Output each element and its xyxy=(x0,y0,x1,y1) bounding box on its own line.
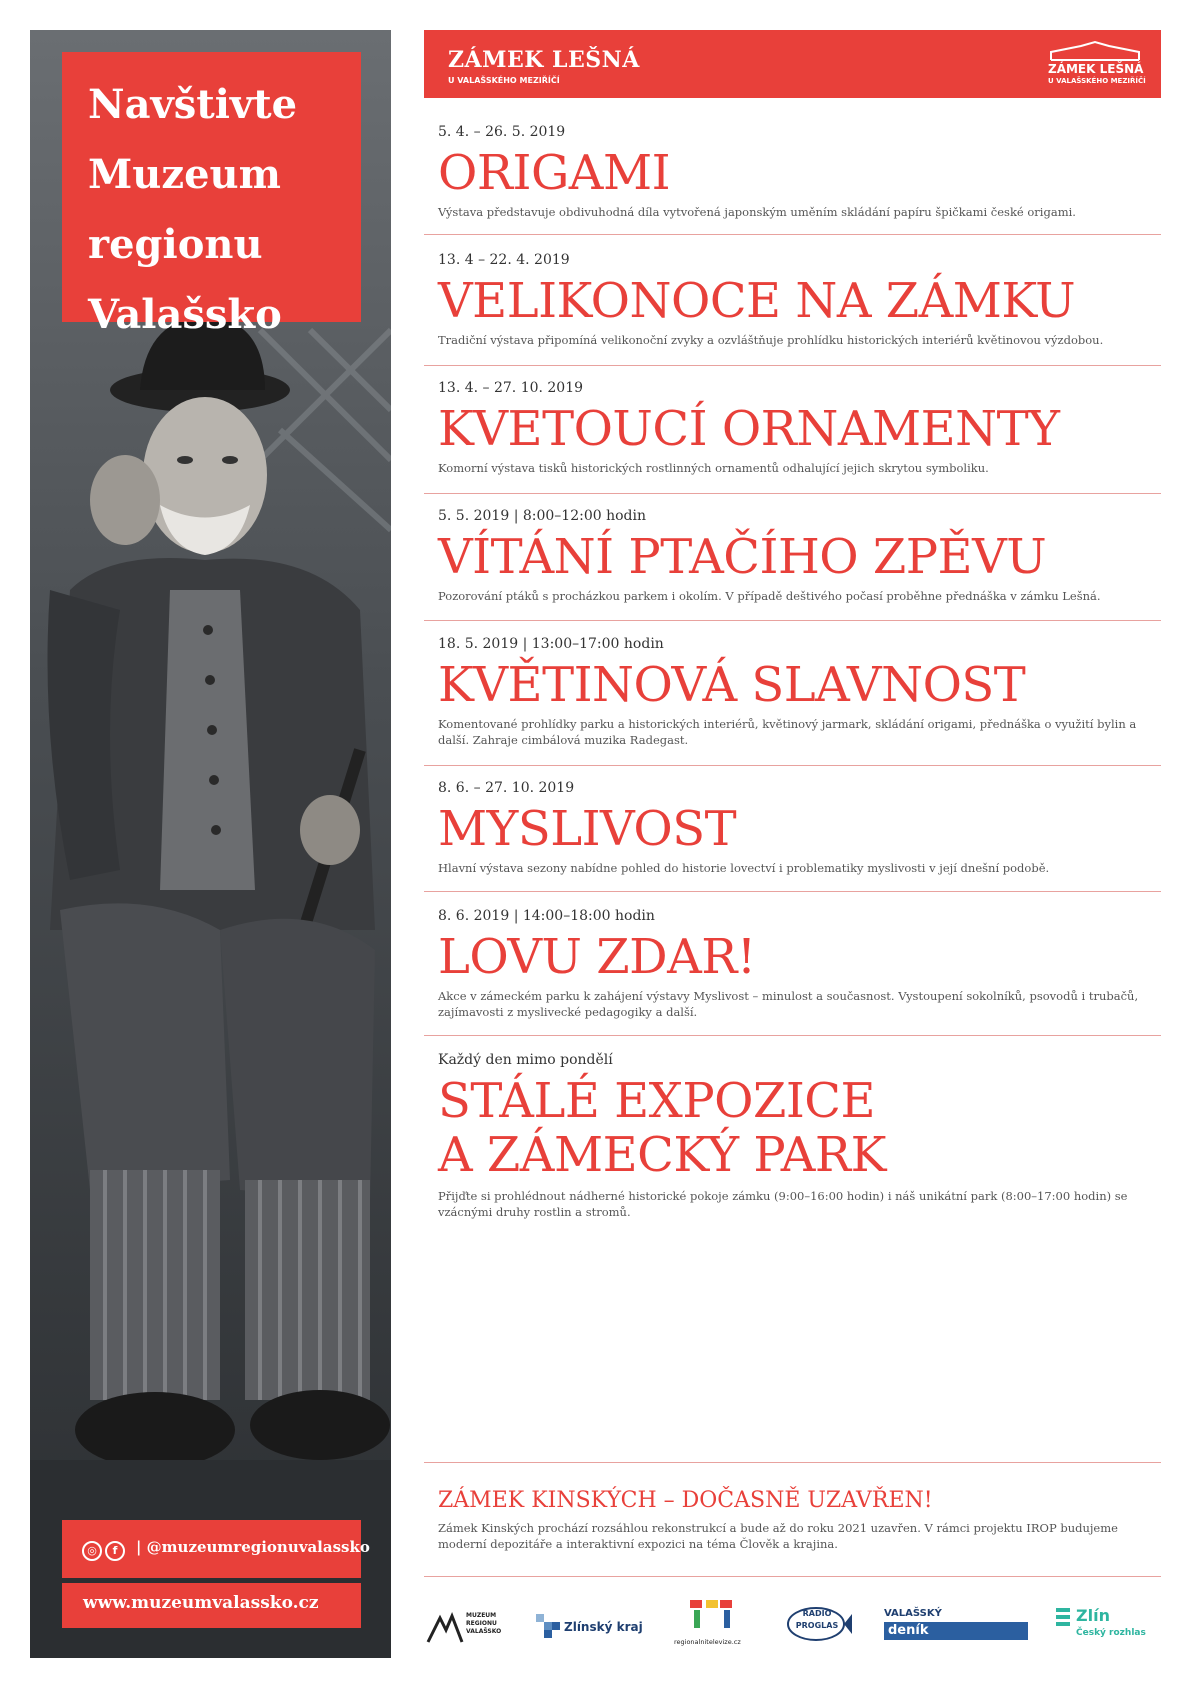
rozhlas-logo-icon xyxy=(1056,1608,1072,1630)
divider xyxy=(424,493,1161,494)
event-date: 8. 6. – 27. 10. 2019 xyxy=(438,780,575,796)
title-line-3: regionu xyxy=(88,221,263,268)
social-box xyxy=(62,1520,370,1578)
event-title-line-2: A ZÁMECKÝ PARK xyxy=(438,1127,886,1183)
event-description: Přijďte si prohlédnout nádherné historické pokoje zámku (9:00–16:00 hodin) i náš unikátní park (8:00–17:00 hodin) se vzácnými druhy rostlin a stromů. xyxy=(438,1189,1128,1219)
divider xyxy=(424,765,1161,766)
proglas-logo-text: RADIO PROGLAS xyxy=(795,1609,839,1630)
divider xyxy=(424,1035,1161,1036)
event-title: ORIGAMI xyxy=(438,145,671,201)
castle-icon xyxy=(1041,40,1149,62)
event-description: Výstava představuje obdivuhodná díla vytvořená japonským uměním skládání papíru špičkami české origami. xyxy=(438,205,1076,219)
event-date: 5. 5. 2019 | 8:00–12:00 hodin xyxy=(438,508,646,524)
event-title: LOVU ZDAR! xyxy=(438,929,756,985)
event-date: 5. 4. – 26. 5. 2019 xyxy=(438,124,566,140)
sponsor-proglas xyxy=(782,1596,852,1652)
divider xyxy=(424,234,1161,235)
event-title: VÍTÁNÍ PTAČÍHO ZPĚVU xyxy=(438,529,1047,585)
event-title: VELIKONOCE NA ZÁMKU xyxy=(438,273,1076,329)
website-link[interactable]: www.muzeumvalassko.cz xyxy=(83,1593,319,1613)
divider xyxy=(424,365,1161,366)
sponsor-logos xyxy=(424,1596,1161,1656)
title-line-4: Valašsko xyxy=(88,291,282,338)
rtv-logo-icon xyxy=(690,1600,734,1632)
event-description: Komentované prohlídky parku a historických interiérů, květinový jarmark, skládání origami, přednáška o využití bylin a další. Zahraje cimbálová muzika Radegast. xyxy=(438,717,1137,747)
sponsor-valassky-denik xyxy=(884,1608,1024,1644)
event-description: Akce v zámeckém parku k zahájení výstavy Myslivost – minulost a současnost. Vystoupení sokolníků, psovodů i trubačů, zajímavosti z myslivecké pedagogiky a další. xyxy=(438,989,1139,1019)
event-date: 13. 4 – 22. 4. 2019 xyxy=(438,252,570,268)
sponsor-cesky-rozhlas xyxy=(1056,1606,1156,1646)
denik-logo-text: deník xyxy=(884,1622,1028,1640)
event-description: Komorní výstava tisků historických rostlinných ornamentů odhalující jejich skrytou symboliku. xyxy=(438,461,989,475)
event-description: Pozorování ptáků s procházkou parkem i okolím. V případě deštivého počasí proběhne přednáška v zámku Lešná. xyxy=(438,589,1101,603)
closed-notice-title: ZÁMEK KINSKÝCH – DOČASNĚ UZAVŘEN! xyxy=(438,1488,933,1513)
sponsor-muzeum xyxy=(426,1610,506,1650)
event-description: Hlavní výstava sezony nabídne pohled do historie lovectví i problematiky myslivosti v její dnešní podobě. xyxy=(438,861,1050,875)
sponsor-zlinsky-kraj xyxy=(536,1614,646,1644)
facebook-icon[interactable]: f xyxy=(105,1541,125,1561)
zlinsky-kraj-icon xyxy=(536,1614,560,1638)
denik-top-text: VALAŠSKÝ xyxy=(884,1608,942,1619)
website-box xyxy=(62,1583,361,1628)
event-title-line-1: STÁLÉ EXPOZICE xyxy=(438,1073,876,1129)
muzeum-logo-icon xyxy=(426,1610,464,1644)
instagram-icon[interactable]: ◎ xyxy=(82,1541,102,1561)
event-title: MYSLIVOST xyxy=(438,801,737,857)
event-date: Každý den mimo pondělí xyxy=(438,1052,613,1068)
rozhlas-city-text: Zlín xyxy=(1076,1606,1110,1625)
castle-logo xyxy=(1041,40,1149,90)
logo-text-main: ZÁMEK LEŠNÁ xyxy=(1048,62,1144,76)
logo-text-sub: U VALAŠSKÉHO MEZIŘÍČÍ xyxy=(1048,77,1146,85)
muzeum-logo-text: MUZEUM REGIONU VALAŠSKO xyxy=(466,1612,502,1635)
closed-notice-description: Zámek Kinských prochází rozsáhlou rekonstrukcí a bude až do roku 2021 uzavřen. V rámci projektu IROP budujeme moderní depozitáře a interaktivní expozici na téma Člověk a krajina. xyxy=(438,1521,1118,1551)
rtv-logo-text: regionalnitelevize.cz xyxy=(674,1638,741,1646)
sponsor-rtv xyxy=(674,1600,754,1652)
divider xyxy=(424,1462,1161,1463)
event-title: KVĚTINOVÁ SLAVNOST xyxy=(438,657,1026,713)
title-line-2: Muzeum xyxy=(88,151,281,198)
title-line-1: Navštivte xyxy=(88,81,298,128)
event-title: KVETOUCÍ ORNAMENTY xyxy=(438,401,1060,457)
zlinsky-kraj-text: Zlínský kraj xyxy=(564,1620,643,1634)
event-date: 18. 5. 2019 | 13:00–17:00 hodin xyxy=(438,636,664,652)
event-date: 8. 6. 2019 | 14:00–18:00 hodin xyxy=(438,908,655,924)
social-handle[interactable]: | @muzeumregionuvalassko xyxy=(136,1538,370,1556)
divider xyxy=(424,620,1161,621)
brand-title: ZÁMEK LEŠNÁ xyxy=(448,47,640,73)
divider xyxy=(424,1576,1161,1577)
title-box xyxy=(62,52,361,338)
header-bar xyxy=(424,30,1161,98)
rozhlas-text: Český rozhlas xyxy=(1076,1628,1146,1638)
divider xyxy=(424,891,1161,892)
event-date: 13. 4. – 27. 10. 2019 xyxy=(438,380,584,396)
brand-subtitle: U VALAŠSKÉHO MEZIŘÍČÍ xyxy=(448,76,560,85)
event-description: Tradiční výstava připomíná velikonoční zvyky a ozvláštňuje prohlídku historických interiérů květinovou výzdobou. xyxy=(438,333,1104,347)
